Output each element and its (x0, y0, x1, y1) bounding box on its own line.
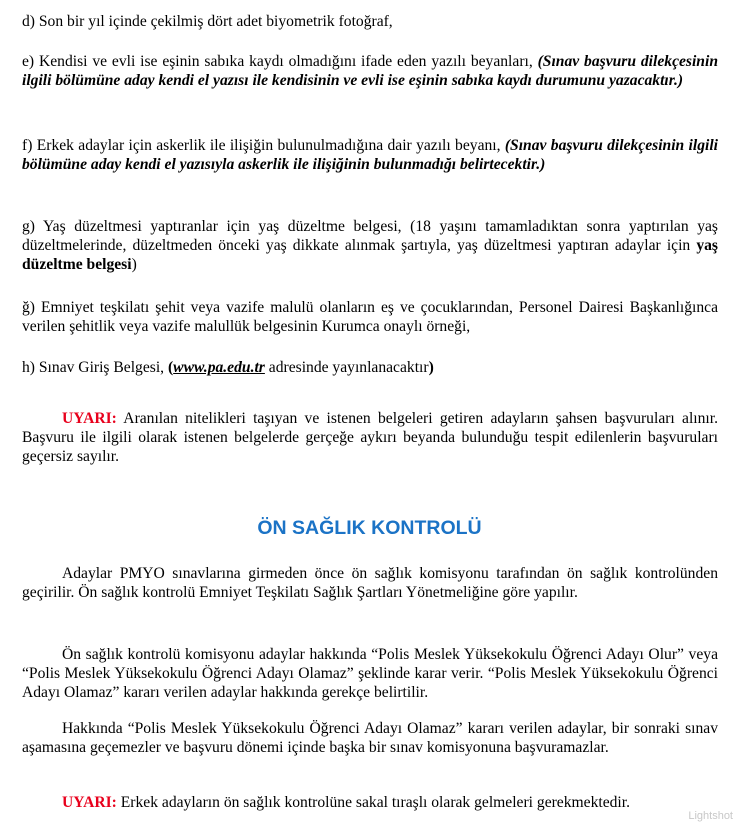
item-d-text: d) Son bir yıl içinde çekilmiş dört adet biyometrik fotoğraf, (22, 13, 393, 30)
item-f-text: f) Erkek adaylar için askerlik ile ilişiğin bulunulmadığına dair yazılı beyanı, (22, 137, 505, 154)
warning-1-label: UYARI: (62, 410, 117, 427)
item-h-open: ( (167, 359, 174, 376)
item-g-end: ) (131, 256, 137, 273)
item-gg (22, 298, 718, 336)
item-d (22, 12, 718, 31)
item-g-bold: yaş düzeltme belgesi (22, 237, 718, 273)
item-h (22, 358, 718, 377)
item-e-text: e) Kendisi ve evli ise eşinin sabıka kaydı olmadığını ifade eden yazılı beyanları, (22, 53, 538, 70)
item-g (22, 217, 718, 274)
website-link[interactable]: www.pa.edu.tr (173, 359, 265, 376)
health-para-1-text: Adaylar PMYO sınavlarına girmeden önce ön sağlık komisyonu tarafından ön sağlık kontrolünden geçirilir. Ön sağlık kontrolü Emniyet Teşkilatı Sağlık Şartları Yönetmeliğine göre yapılır. (22, 565, 718, 601)
section-title: ÖN SAĞLIK KONTROLÜ (257, 517, 482, 539)
item-e-note: (Sınav başvuru dilekçesinin ilgili bölümüne aday kendi el yazısı ile kendisinin ve evli ise eşinin sabıka kaydı durumunu yazacaktır.) (22, 53, 718, 89)
item-f (22, 136, 718, 174)
item-h-close: ) (428, 359, 434, 376)
item-h-text: h) Sınav Giriş Belgesi, (22, 359, 168, 376)
item-gg-text: ğ) Emniyet teşkilatı şehit veya vazife malulü olanların eş ve çocuklarından, Personel Dairesi Başkanlığınca verilen şehitlik veya vazife malullük belgesinin Kurumca onaylı örneği, (22, 299, 718, 335)
item-e (22, 52, 718, 90)
item-h-rest: adresinde yayınlanacaktır (264, 359, 429, 376)
health-para-3-text: Hakkında “Polis Meslek Yüksekokulu Öğrenci Adayı Olamaz” kararı verilen adaylar, bir sonraki sınav aşamasına geçemezler ve başvuru dönemi içinde başka bir sınav komisyonuna başvuramazlar. (22, 720, 718, 756)
warning-1-text: Aranılan nitelikleri taşıyan ve istenen belgeleri getiren adayların şahsen başvuruları alınır. Başvuru ile ilgili olarak istenen belgelerde gerçeğe aykırı beyanda bulunduğu tespit edilenlerin başvuruları geçersiz sayılır. (22, 410, 718, 465)
warning-2-label: UYARI: (62, 794, 117, 811)
warning-1 (22, 409, 718, 466)
item-f-note: (Sınav başvuru dilekçesinin ilgili bölümüne aday kendi el yazısıyla askerlik ile ilişiğinin bulunmadığı belirtecektir.) (22, 137, 719, 173)
warning-2-text: Erkek adayların ön sağlık kontrolüne sakal tıraşlı olarak gelmeleri gerekmektedir. (116, 794, 630, 811)
health-para-3 (22, 719, 718, 757)
health-para-2-text: Ön sağlık kontrolü komisyonu adaylar hakkında “Polis Meslek Yüksekokulu Öğrenci Adayı Olur” veya “Polis Meslek Yüksekokulu Öğrenci Adayı Olamaz” şeklinde karar verir. “Polis Meslek Yüksekokulu Öğrenci Adayı Olamaz” kararı verilen adaylar hakkında gerekçe belirtilir. (22, 646, 718, 701)
item-g-text: g) Yaş düzeltmesi yaptıranlar için yaş düzeltme belgesi, (18 yaşını tamamladıktan sonra yaptırılan yaş düzeltmelerinde, düzeltmeden önceki yaş dikkate alınmak şartıyla, yaş düzeltmesi yaptıran adaylar için (22, 218, 718, 254)
warning-2 (22, 793, 718, 812)
health-para-1 (22, 564, 718, 602)
health-para-2 (22, 645, 718, 702)
watermark: Lightshot (688, 810, 733, 822)
